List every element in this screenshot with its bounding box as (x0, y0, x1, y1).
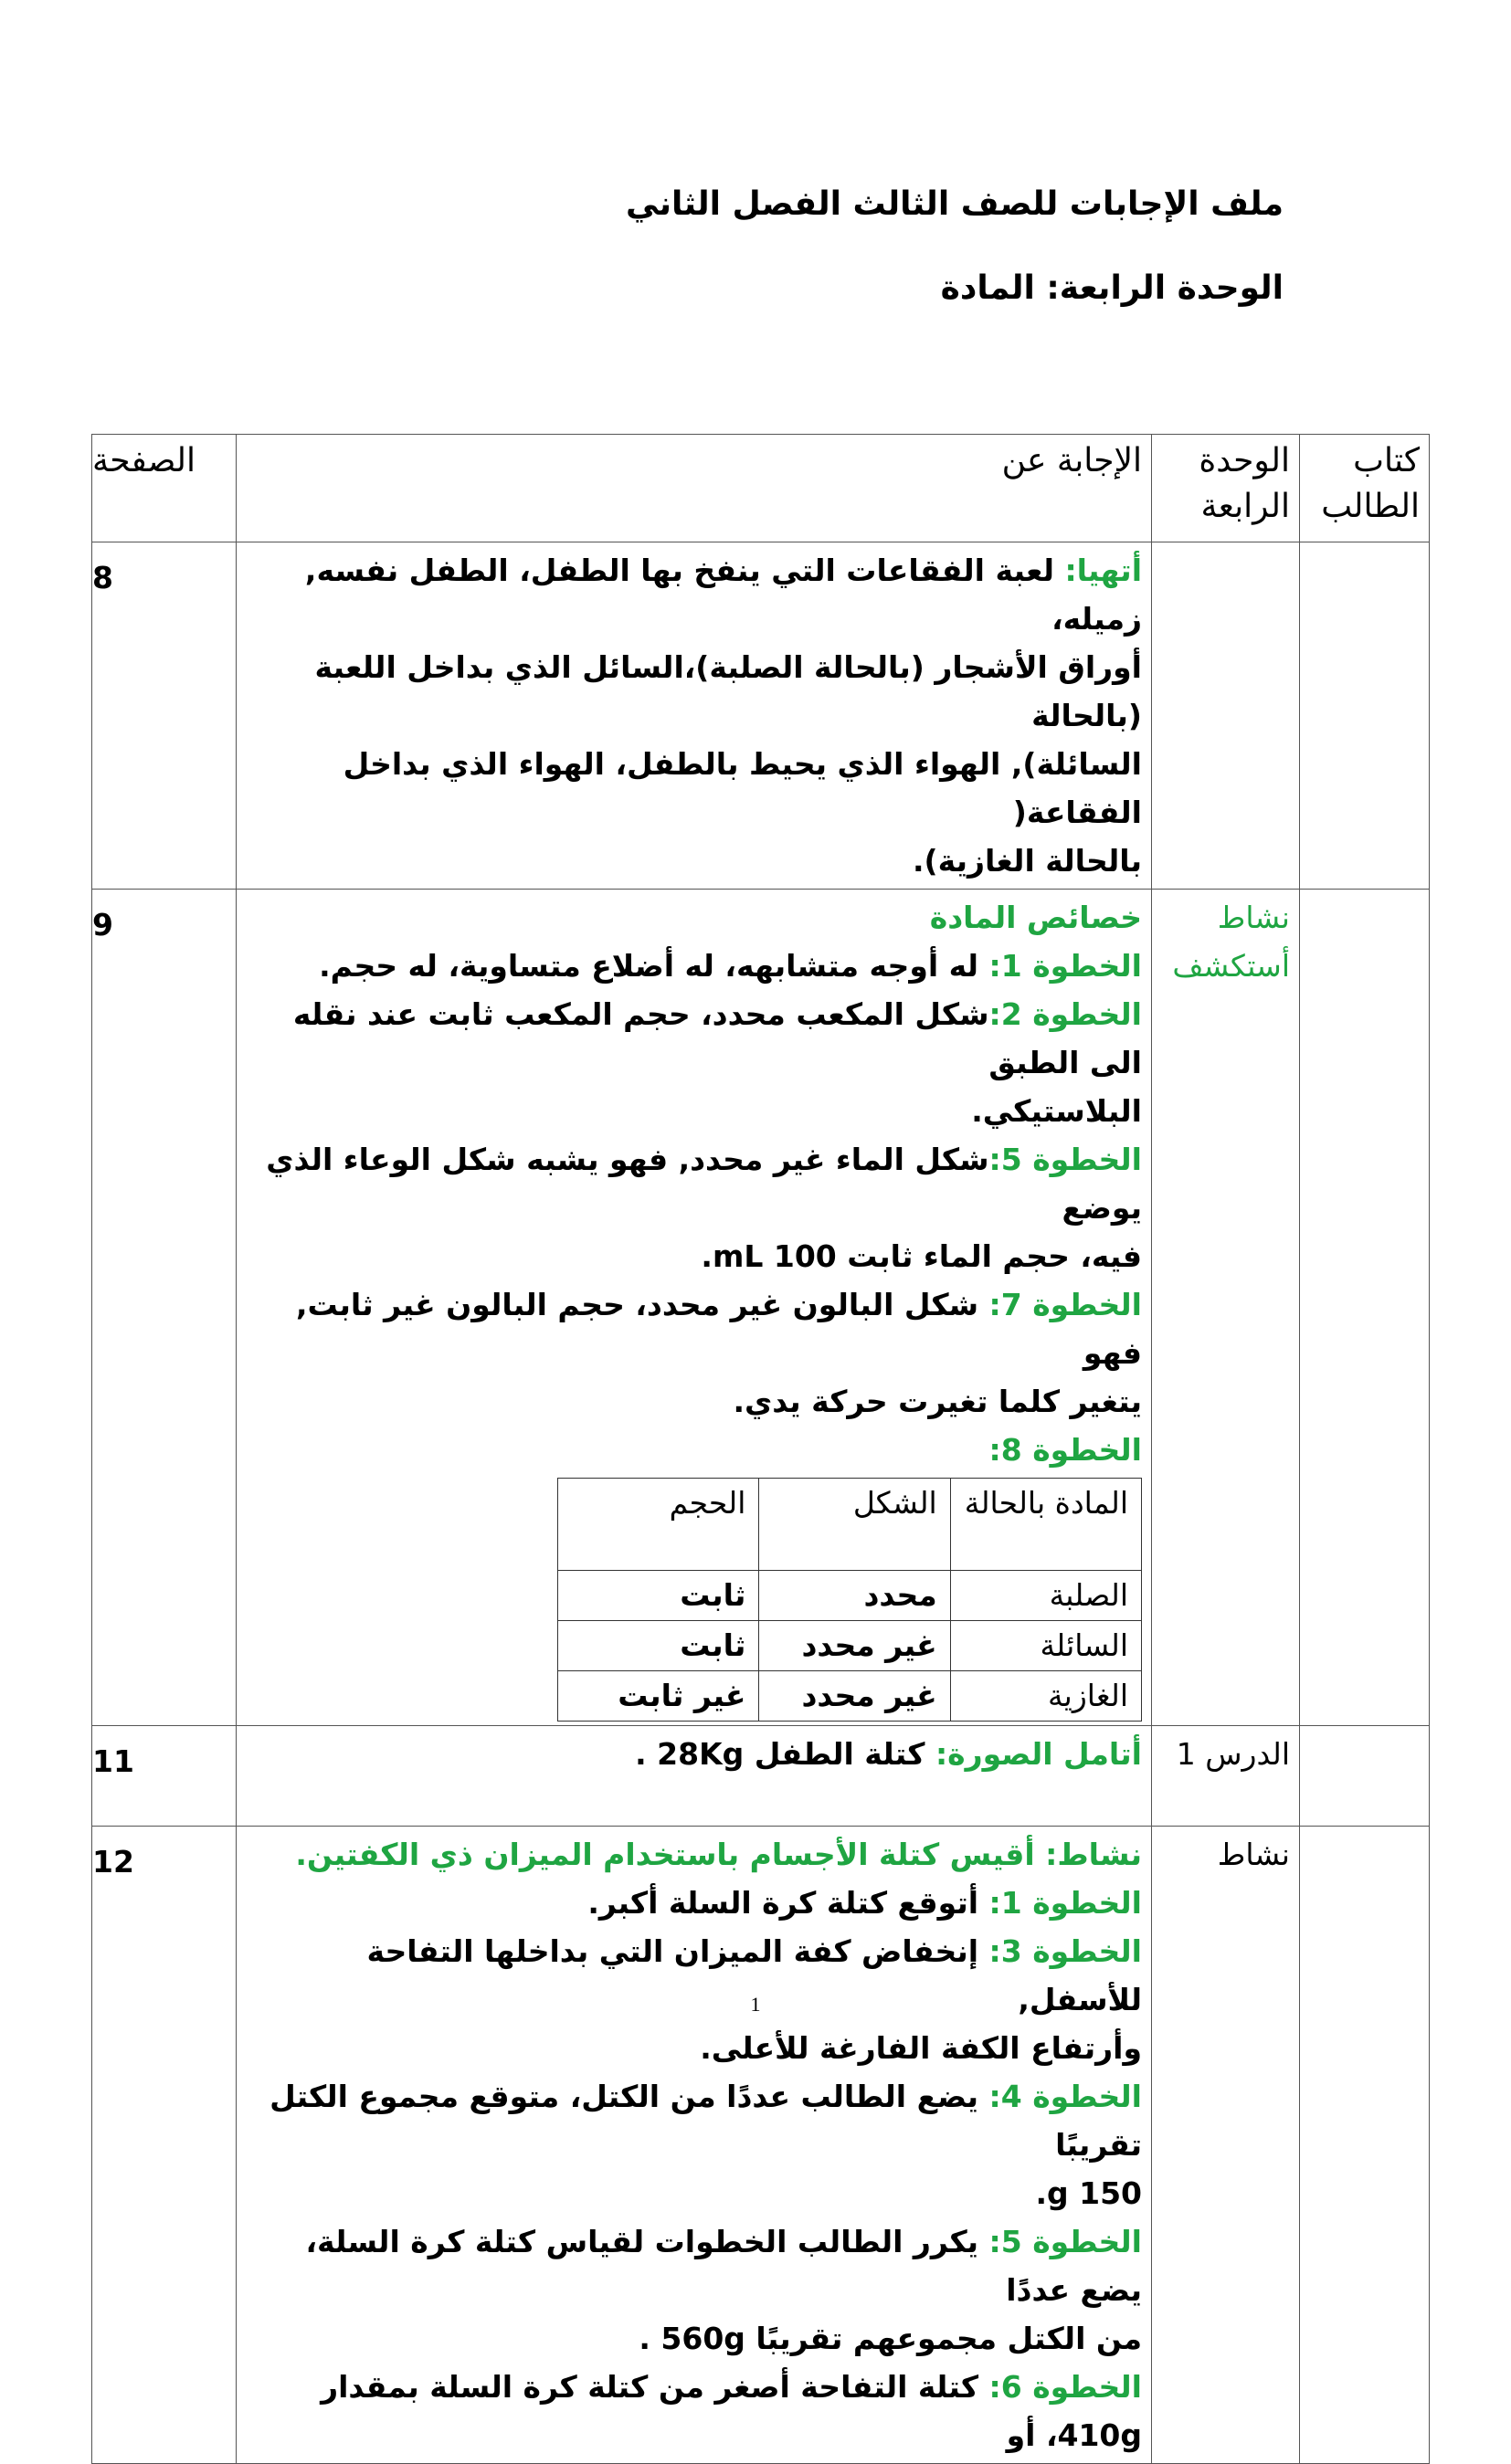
answer-line (249, 2072, 1142, 2169)
table-row (92, 542, 1430, 890)
answer-line (249, 1426, 1142, 1474)
answer-line (249, 740, 1142, 837)
page-number-cell (92, 890, 237, 1726)
book-cell (1300, 542, 1430, 890)
answer-line (249, 2169, 1142, 2217)
answer-text: فيه، حجم الماء ثابت 100 mL. (701, 1238, 1142, 1274)
answers-table (91, 434, 1430, 2464)
properties-row (558, 1571, 1142, 1621)
properties-cell: غير محدد (759, 1621, 950, 1671)
properties-header-cell: الشكل (759, 1479, 950, 1571)
properties-cell: محدد (759, 1571, 950, 1621)
step-label: الخطوة 7: (988, 1287, 1142, 1322)
answer-text: 150 g. (1035, 2175, 1142, 2211)
answer-cell (237, 1827, 1152, 2464)
answer-line (249, 1879, 1142, 1927)
header-answer: الإجابة عن (237, 435, 1152, 542)
properties-cell: ثابت (558, 1621, 759, 1671)
answer-line (249, 893, 1142, 942)
step-label: أتهيا: (1064, 553, 1142, 588)
step-label: خصائص المادة (929, 900, 1142, 935)
answer-line (249, 1730, 1142, 1778)
unit-cell (1152, 1827, 1300, 2464)
answer-line (249, 1280, 1142, 1377)
answer-text: شكل المكعب محدد، حجم المكعب ثابت عند نقله الى الطبق (292, 996, 1142, 1080)
answer-text: شكل البالون غير محدد، حجم البالون غير ثابت, فهو (295, 1287, 1142, 1371)
properties-row (558, 1671, 1142, 1722)
table-header-row (92, 435, 1430, 542)
unit-label: نشاط أستكشف (1172, 900, 1290, 984)
header-book: كتاب الطالب (1300, 435, 1430, 542)
answer-line (249, 2024, 1142, 2072)
answer-text: كتلة الطفل 28Kg . (635, 1736, 935, 1772)
answer-line (249, 2314, 1142, 2363)
answer-text: يضع الطالب عددًا من الكتل، متوقع مجموع الكتل تقريبًا (269, 2079, 1142, 2163)
answer-text: من الكتل مجموعهم تقريبًا 560g . (639, 2321, 1142, 2356)
answer-text: السائلة), الهواء الذي يحيط بالطفل، الهواء الذي بداخل الفقاعة( (343, 746, 1142, 830)
properties-header-cell: المادة بالحالة (950, 1479, 1141, 1571)
answer-text: له أوجه متشابهه، له أضلاع متساوية، له حجم. (319, 948, 989, 984)
answer-text: أوراق الأشجار (بالحالة الصلبة)،السائل الذي بداخل اللعبة (بالحالة (314, 649, 1142, 733)
table-row (92, 1726, 1430, 1827)
unit-title: الوحدة الرابعة: المادة (940, 269, 1284, 307)
properties-cell: الصلبة (950, 1571, 1141, 1621)
answer-cell (237, 1726, 1152, 1827)
properties-row (558, 1621, 1142, 1671)
answer-line (249, 2217, 1142, 2314)
answer-text: يكرر الطالب الخطوات لقياس كتلة كرة السلة، يضع عددًا (305, 2224, 1142, 2308)
step-label: الخطوة 5: (988, 1142, 1142, 1177)
properties-header-row (558, 1479, 1142, 1571)
unit-label: نشاط (1217, 1837, 1290, 1872)
unit-cell (1152, 1726, 1300, 1827)
properties-cell: غير ثابت (558, 1671, 759, 1722)
properties-header-cell: الحجم (558, 1479, 759, 1571)
answer-line (249, 837, 1142, 885)
header-unit: الوحدة الرابعة (1152, 435, 1300, 542)
header-page: الصفحة (92, 435, 237, 542)
document-title: ملف الإجابات للصف الثالث الفصل الثاني (626, 185, 1284, 223)
step-label: الخطوة 1: (988, 1885, 1142, 1921)
book-cell (1300, 1827, 1430, 2464)
answer-line (249, 1087, 1142, 1135)
properties-cell: الغازية (950, 1671, 1141, 1722)
page-number-cell (92, 542, 237, 890)
step-label: الخطوة 4: (988, 2079, 1142, 2114)
answer-line (249, 942, 1142, 990)
step-label: أتامل الصورة: (935, 1736, 1142, 1772)
answer-line (249, 2363, 1142, 2459)
answer-text: وأرتفاع الكفة الفارغة للأعلى. (700, 2030, 1142, 2066)
page-reference: 11 (92, 1743, 134, 1779)
step-label: الخطوة 3: (988, 1933, 1142, 1969)
step-label: الخطوة 6: (988, 2369, 1142, 2405)
page-number-cell (92, 1827, 237, 2464)
answer-text: كتلة التفاحة أصغر من كتلة كرة السلة بمقدار 410g، أو (321, 2369, 1142, 2453)
table-row (92, 890, 1430, 1726)
answer-text: البلاستيكي. (971, 1093, 1142, 1129)
book-cell (1300, 890, 1430, 1726)
answer-text: يتغير كلما تغيرت حركة يدي. (733, 1384, 1142, 1419)
answer-line (249, 1377, 1142, 1426)
answer-cell (237, 542, 1152, 890)
page-reference: 9 (92, 907, 113, 942)
answer-line (249, 643, 1142, 740)
answer-text: أتوقع كتلة كرة السلة أكبر. (587, 1885, 989, 1921)
answer-line (249, 990, 1142, 1087)
properties-cell: ثابت (558, 1571, 759, 1621)
properties-cell: غير محدد (759, 1671, 950, 1722)
answer-text: بالحالة الغازية). (913, 843, 1142, 879)
answer-text: إنخفاض كفة الميزان التي بداخلها التفاحة للأسفل, (366, 1933, 1142, 2017)
answer-line (249, 1135, 1142, 1232)
page-number-cell (92, 1726, 237, 1827)
unit-cell (1152, 542, 1300, 890)
properties-table (557, 1478, 1142, 1722)
unit-label: الدرس 1 (1176, 1736, 1290, 1772)
table-row (92, 1827, 1430, 2464)
step-label: الخطوة 5: (988, 2224, 1142, 2259)
step-label: نشاط: أقيس كتلة الأجسام باستخدام الميزان ذي الكفتين. (295, 1837, 1142, 1872)
step-label: الخطوة 8: (988, 1432, 1142, 1468)
answer-line (249, 1830, 1142, 1879)
answer-text: شكل الماء غير محدد, فهو يشبه شكل الوعاء الذي يوضع (266, 1142, 1142, 1226)
unit-cell (1152, 890, 1300, 1726)
answer-line (249, 1232, 1142, 1280)
step-label: الخطوة 1: (988, 948, 1142, 984)
answer-text: لعبة الفقاعات التي ينفخ بها الطفل، الطفل نفسه, زميله، (304, 553, 1142, 637)
step-label: الخطوة 2: (988, 996, 1142, 1032)
properties-cell: السائلة (950, 1621, 1141, 1671)
answer-line (249, 546, 1142, 643)
page-reference: 8 (92, 560, 113, 595)
book-cell (1300, 1726, 1430, 1827)
page-number: 1 (750, 1993, 761, 2016)
page-reference: 12 (92, 1844, 134, 1880)
answer-cell (237, 890, 1152, 1726)
